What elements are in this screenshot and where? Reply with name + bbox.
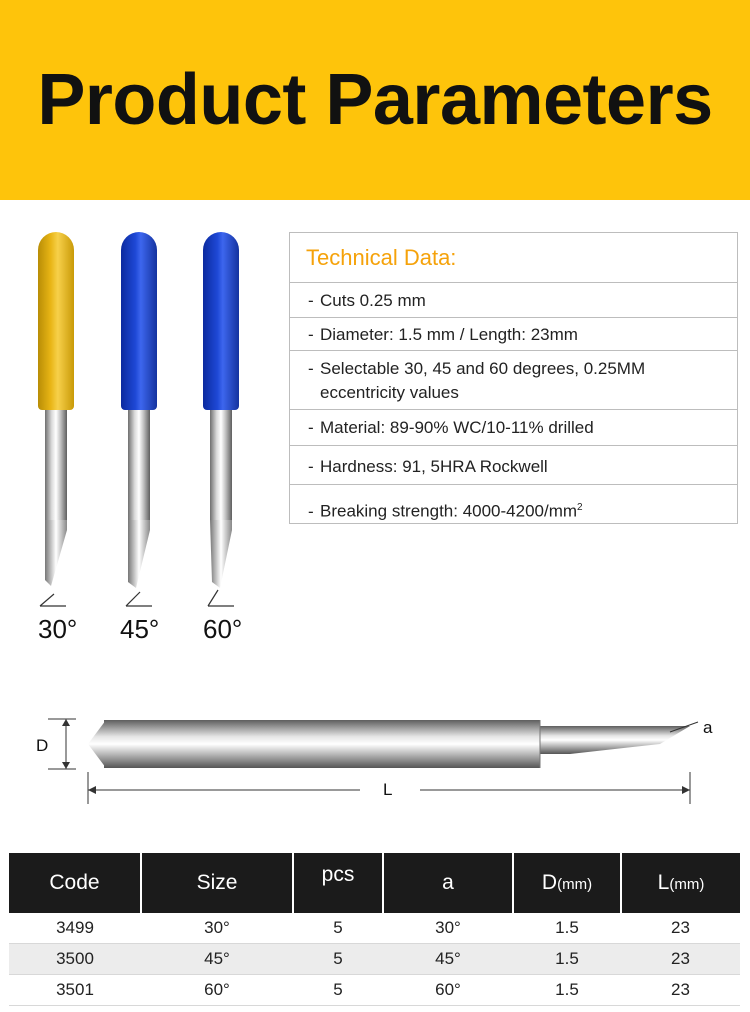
spec-breaking-strength: - Breaking strength: $4000-4200/mm^2$: [308, 501, 583, 521]
divider: [290, 282, 737, 283]
cell-d: 1.5: [513, 944, 621, 975]
table-header-row: [9, 853, 740, 913]
cell-size: 30°: [141, 913, 293, 944]
spec-diameter: - Diameter: 1.5 mm / Length: 23mm: [308, 325, 578, 344]
divider: [290, 409, 737, 410]
cell-d: 1.5: [513, 913, 621, 944]
parameters-table: [9, 853, 740, 1006]
header-pcs: pcs: [293, 853, 383, 913]
spec-angles: - Selectable 30, 45 and 60 degrees, 0.25MM eccentricity values: [308, 359, 646, 402]
page-title: Product Parameters: [37, 60, 713, 140]
blade-shank: [45, 410, 67, 520]
blade-shank: [128, 410, 150, 520]
cell-code: 3500: [9, 944, 141, 975]
divider: [290, 445, 737, 446]
header-l: L(mm): [621, 853, 740, 913]
cell-a: 60°: [383, 975, 513, 1006]
divider: [290, 350, 737, 351]
length-label: L: [383, 780, 393, 799]
cell-l: 23: [621, 944, 740, 975]
cell-a: 30°: [383, 913, 513, 944]
blade-shank: [210, 410, 232, 520]
cell-a: 45°: [383, 944, 513, 975]
header-size: Size: [141, 853, 293, 913]
cell-size: 60°: [141, 975, 293, 1006]
blade-60: [201, 232, 241, 617]
cell-code: 3501: [9, 975, 141, 1006]
angle-mark-45: [124, 590, 154, 608]
cell-l: 23: [621, 975, 740, 1006]
blade-tip: [210, 520, 232, 590]
spec-material: - Material: 89-90% WC/10-11% drilled: [308, 418, 594, 437]
blade-handle: [121, 232, 157, 410]
angle-label: 60°: [203, 614, 243, 644]
angle-label: 30°: [38, 614, 78, 644]
blade-30: [36, 232, 76, 617]
divider: [290, 317, 737, 318]
divider: [290, 484, 737, 485]
blade-tip: [128, 520, 150, 590]
header-code: Code: [9, 853, 141, 913]
cell-size: 45°: [141, 944, 293, 975]
angle-label: 45°: [120, 614, 160, 644]
header-d: D(mm): [513, 853, 621, 913]
header-banner: [0, 0, 750, 200]
angle-a-label: a: [703, 718, 713, 737]
table-row: [9, 975, 740, 1006]
angle-mark-30: [38, 592, 68, 608]
technical-data-box: [289, 232, 738, 524]
header-a: a: [383, 853, 513, 913]
table-row: [9, 913, 740, 944]
diameter-label: D: [36, 736, 49, 755]
blade-handle: [38, 232, 74, 410]
technical-data-title: Technical Data:: [306, 245, 457, 270]
dimension-diagram: [0, 700, 750, 810]
cell-l: 23: [621, 913, 740, 944]
cell-pcs: 5: [293, 913, 383, 944]
cell-pcs: 5: [293, 944, 383, 975]
cell-d: 1.5: [513, 975, 621, 1006]
table-row: [9, 944, 740, 975]
blade-tip: [45, 520, 67, 590]
cell-code: 3499: [9, 913, 141, 944]
blade-handle: [203, 232, 239, 410]
cell-pcs: 5: [293, 975, 383, 1006]
blade-45: [119, 232, 159, 617]
spec-cuts: - Cuts 0.25 mm: [308, 291, 426, 310]
spec-hardness: - Hardness: 91, 5HRA Rockwell: [308, 457, 548, 476]
angle-mark-60: [206, 588, 236, 608]
